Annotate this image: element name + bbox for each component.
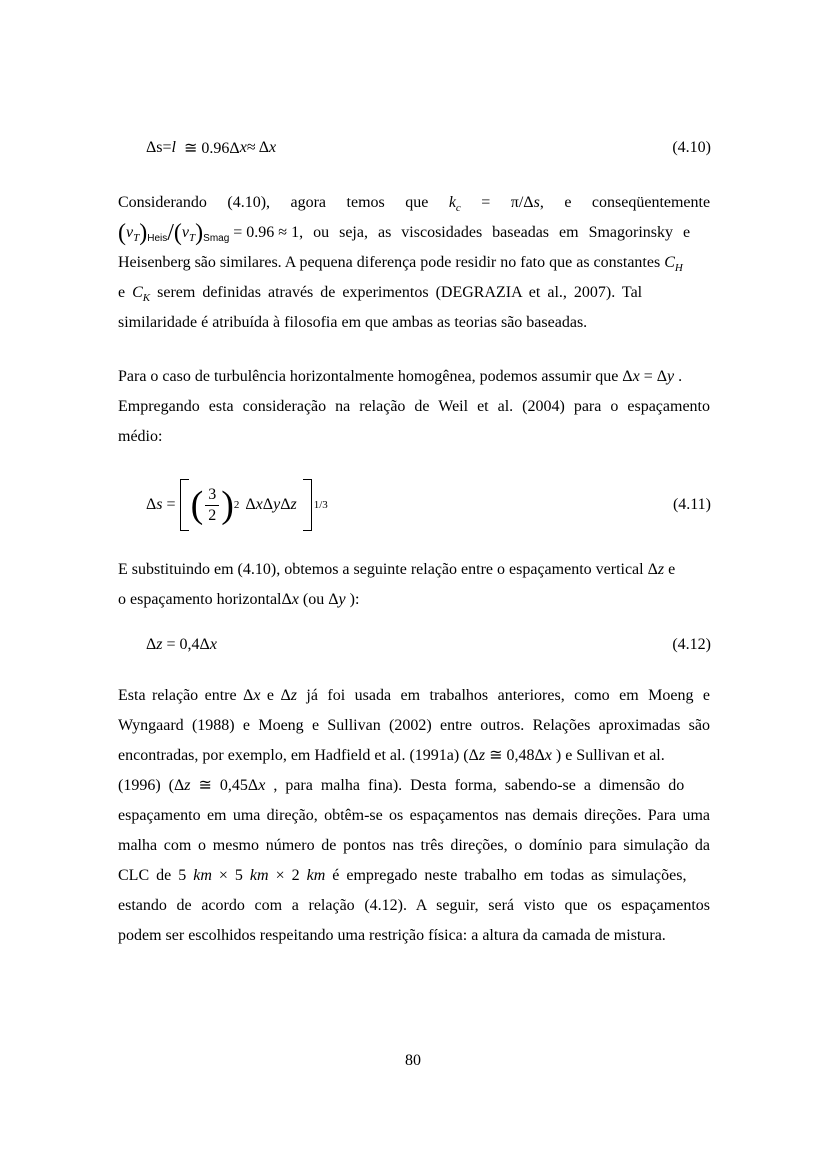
eq-var: x [269, 139, 277, 156]
denominator: 2 [208, 506, 217, 524]
page-number: 80 [405, 1052, 421, 1069]
text-line [118, 681, 710, 711]
equation-number: (4.11) [672, 496, 711, 513]
eq-text: ≈ Δ [246, 139, 269, 156]
math-var: km [306, 867, 326, 884]
math-var: z [657, 561, 665, 578]
math-text: ≅ 0,45Δ [190, 777, 259, 794]
eq-var: x [209, 636, 217, 653]
text-line [118, 555, 710, 585]
equation-4-12 [146, 636, 711, 654]
text-line [118, 861, 710, 891]
fraction [205, 485, 219, 526]
text-line [118, 248, 710, 278]
equation-body [146, 138, 276, 158]
text-line [118, 585, 710, 615]
math-var: y [338, 591, 346, 608]
eq-var: x [255, 496, 263, 513]
math-sub: H [674, 262, 683, 275]
math-text: Δ [647, 561, 658, 578]
math-var: C [132, 284, 143, 301]
math-var: x [253, 687, 261, 704]
inline-math [448, 194, 544, 215]
math-text: Δ [173, 777, 185, 794]
text-line [118, 218, 710, 248]
equation-body: Δ s = ( $\frac{3}{2}$ ) 2 Δ x Δ y Δ z 1/3 [146, 479, 328, 531]
word: que [405, 194, 429, 211]
text-line: malha com o mesmo número de pontos nas três direções, o domínio para simulação da [118, 837, 710, 854]
math-text: Δ [243, 687, 254, 704]
text: encontradas, por exemplo, em Hadfield et al. (1991a) ( [118, 747, 469, 764]
eq-text: = 0,4Δ [162, 636, 210, 653]
math-text: ≅ 0,48Δ [485, 747, 545, 764]
math-sub: Smag [203, 233, 230, 244]
numerator: 3 [205, 485, 219, 506]
math-var: km [249, 867, 269, 884]
word: Considerando [118, 194, 207, 211]
text: E substituindo em (4.10), obtemos a seguinte relação entre o espaçamento vertical [118, 561, 648, 578]
math-text: = π/Δ [460, 194, 534, 211]
text-line [118, 741, 710, 771]
eq-text: ≅ 0.96Δ [176, 140, 240, 157]
math-var: z [290, 687, 297, 704]
text: ) e Sullivan et al. [551, 747, 665, 764]
math-text: Δ [280, 687, 291, 704]
word: conseqüentemente [591, 194, 711, 211]
text: , para malha fina). Desta forma, sabendo-se a dimensão do [265, 777, 685, 794]
math-text: Δ [281, 591, 292, 608]
math-var: x [258, 777, 266, 794]
math-text: , [539, 194, 544, 211]
math-var: s [533, 194, 540, 211]
eq-text: = [162, 496, 180, 513]
text: serem definidas através de experimentos (DEGRAZIA et al., 2007). Tal [150, 284, 643, 301]
math-text: Δ [328, 591, 339, 608]
text: × 5 [211, 867, 250, 884]
text: Esta relação entre [118, 687, 244, 704]
math-var: x [544, 747, 552, 764]
eq-var: y [273, 496, 281, 513]
eq-var: x [239, 139, 247, 156]
inline-math: $(\nu_T)_{Heis}/(\nu_T)_{Smag} = 0.96 \approx 1$ [118, 220, 300, 246]
text: (ou [298, 591, 329, 608]
math-text: = 0.96 ≈ 1 [229, 224, 300, 241]
text: e [260, 687, 281, 704]
math-text: . [674, 368, 683, 385]
math-var: km [193, 867, 212, 884]
text: Heisenberg são similares. A pequena diferença pode residir no fato que as constantes [118, 254, 665, 271]
math-var: x [632, 368, 640, 385]
equation-body [146, 636, 217, 654]
text: o espaçamento horizontal [118, 591, 282, 608]
math-var: ν [126, 224, 134, 241]
eq-text: Δ [245, 496, 256, 513]
math-text: = Δ [639, 368, 668, 385]
text-line: espaçamento em uma direção, obtêm-se os espaçamentos nas demais direções. Para uma [118, 807, 710, 824]
math-sub: T [133, 232, 140, 245]
math-text: Δ [468, 747, 479, 764]
text-line [118, 362, 710, 392]
math-sub: K [142, 292, 151, 305]
math-var: x [291, 591, 299, 608]
equation-4-11 [146, 470, 711, 540]
word: (4.10), [227, 194, 271, 211]
text-line: estando de acordo com a relação (4.12). A seguir, será visto que os espaçamentos [118, 897, 710, 914]
math-text: Δ [622, 368, 633, 385]
text: é empregado neste trabalho em todas as simulações, [325, 867, 687, 884]
math-var: ν [181, 224, 190, 241]
paragraph-4 [118, 681, 710, 951]
text: × 2 [268, 867, 307, 884]
eq-text: Δ [280, 496, 291, 513]
equation-number: (4.12) [672, 636, 711, 653]
word: temos [346, 194, 385, 211]
math-var: C [664, 254, 675, 271]
eq-text: Δ [146, 636, 157, 653]
text-line: médio: [118, 428, 163, 445]
paragraph-1 [118, 188, 710, 338]
eq-text: Δs [146, 139, 163, 156]
text-line [118, 188, 710, 218]
eq-var: l [171, 139, 176, 156]
equation-number: (4.10) [672, 139, 711, 156]
eq-var: s [156, 496, 163, 513]
math-var: k [448, 194, 456, 211]
text-line: Empregando esta consideração na relação de Weil et al. (2004) para o espaçamento [118, 398, 710, 415]
math-var: z [184, 777, 191, 794]
paragraph-2 [118, 362, 710, 452]
math-var: z [478, 747, 486, 764]
eq-var: z [290, 496, 297, 513]
math-sub: c [455, 202, 461, 215]
text: Para o caso de turbulência horizontalmente homogênea, podemos assumir que [118, 368, 623, 385]
eq-var: z [156, 636, 163, 653]
text: e [118, 284, 133, 301]
word: e [564, 194, 572, 211]
floor-bracket: ( $\frac{3}{2}$ ) 2 Δ x Δ y Δ z [180, 479, 312, 531]
text: , ou seja, as viscosidades baseadas em Smagorinsky e [299, 224, 691, 241]
math-var: y [667, 368, 675, 385]
equation-4-10 [146, 138, 711, 158]
text: CLC de 5 [118, 867, 194, 884]
eq-text: = [162, 139, 172, 156]
text-line: Wyngaard (1988) e Moeng e Sullivan (2002) entre outros. Relações aproximadas são [118, 717, 710, 734]
text-line: podem ser escolhidos respeitando uma restrição física: a altura da camada de mistura. [118, 927, 666, 944]
eq-text: Δ [262, 496, 274, 513]
math-sub: Heis [147, 233, 168, 244]
word: agora [290, 194, 327, 211]
text: (1996) ( [118, 777, 174, 794]
text: já foi usada em trabalhos anteriores, como em Moeng e [296, 687, 711, 704]
math-sub: T [189, 232, 196, 245]
text-line [118, 278, 710, 308]
text: e [664, 561, 676, 578]
paragraph-3 [118, 555, 710, 615]
text-line [118, 771, 710, 801]
text-line: similaridade é atribuída à filosofia em que ambas as teorias são baseadas. [118, 314, 588, 331]
text: ): [345, 591, 360, 608]
eq-text: Δ [146, 496, 157, 513]
